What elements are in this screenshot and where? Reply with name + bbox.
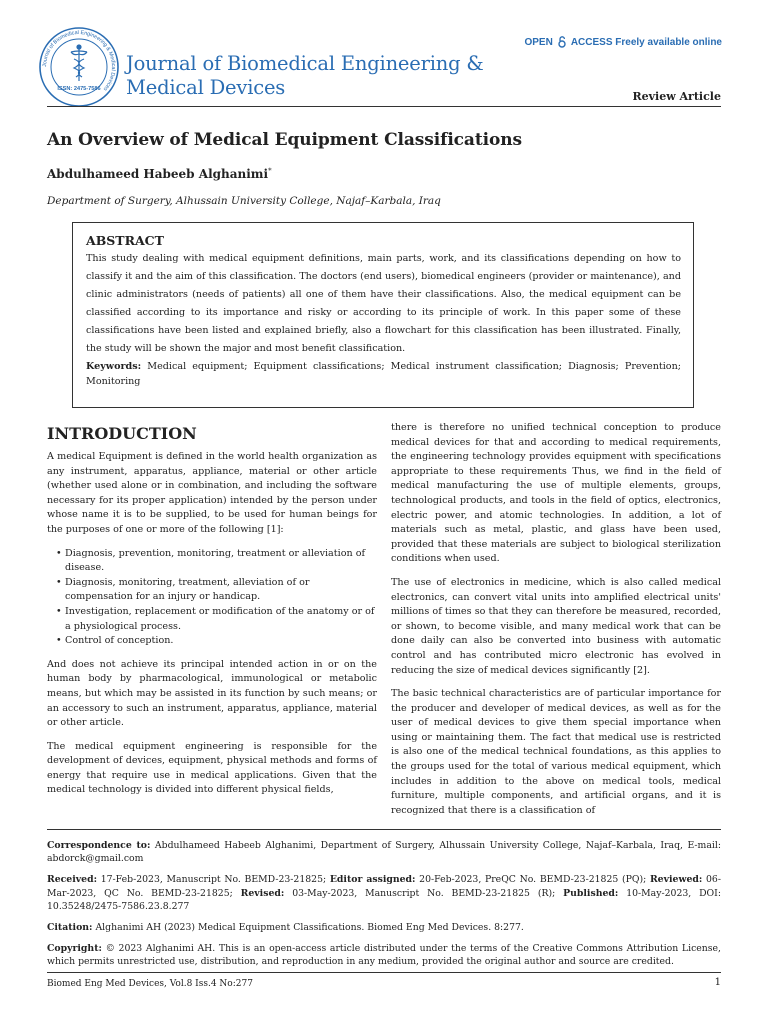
list-item: • Diagnosis, monitoring, treatment, alleviation of or compensation for an injury or handicap. — [56, 576, 377, 605]
author: Abdulhameed Habeeb Alghanimi* — [47, 167, 272, 181]
paragraph: The basic technical characteristics are of particular importance for the producer and developer of medical devices, as well as for the user of medical devices to give them special importance when using or maintaining them. The fact that medical use is restricted is also one of the medical technical foundations, as this applies to the groups used for the total of various medical equipment, which includes in addition to the above on medical tools, medical furniture, multiple components, and artificial organs, and it is recognized that there is a classification of — [391, 688, 721, 816]
list-item: • Diagnosis, prevention, monitoring, treatment or alleviation of disease. — [56, 547, 377, 576]
column-right — [391, 421, 721, 827]
correspondence: Correspondence to: Abdulhameed Habeeb Alghanimi, Department of Surgery, Alhussain University College, Najaf–Karbala, Iraq, E-mail: abdorck@gmail.com — [47, 840, 721, 865]
abstract-box — [72, 222, 694, 408]
paragraph: A medical Equipment is defined in the world health organization as any instrument, apparatus, appliance, material or other article (whether used alone or in combination, and including the software necessary for its proper application) intended by the person under whose name it is to be supplied, to be used for human beings for the purposes of one or more of the following [1]: — [47, 451, 377, 535]
svg-text:Journal of Biomedical Engineer: Journal of Biomedical Engineering & Medical Devices — [41, 29, 117, 92]
open-access-label: OPEN — [524, 36, 553, 48]
page-footer: Biomed Eng Med Devices, Vol.8 Iss.4 No:277 — [47, 979, 253, 989]
article-info — [47, 839, 721, 977]
purpose-list — [47, 547, 377, 649]
paragraph: there is therefore no unified technical conception to produce medical devices for that and according to medical requirements, the engineering technology provides equipment with specifications appropriate to these requirements Thus, we find in the field of medical manufacturing the use of multiple elements, groups, technological products, and tools in the field of optics, electronics, electric power, and atomic technologies. In addition, a lot of materials such as metal, plastic, and glass have been used, provided that these materials are subject to biological sterilization conditions when used. — [391, 422, 721, 565]
affiliation: Department of Surgery, Alhussain University College, Najaf–Karbala, Iraq — [47, 195, 441, 207]
page-number: 1 — [714, 977, 721, 988]
column-left — [47, 422, 377, 807]
keywords-text: Medical equipment; Equipment classifications; Medical instrument classification; Diagnosis; Prevention; Monitoring — [86, 361, 681, 387]
journal-title: Journal of Biomedical Engineering & Medical Devices — [126, 52, 484, 99]
open-access-text: ACCESS Freely available online — [570, 36, 722, 48]
page-footer-rule — [47, 972, 721, 973]
paragraph: The medical equipment engineering is responsible for the development of devices, equipment, physical methods and forms of energy that require use in medical applications. Given that the medical technology is divided into different physical fields, — [47, 740, 377, 796]
list-item: • Investigation, replacement or modification of the anatomy or of a physiological process. — [56, 605, 377, 634]
keywords — [86, 359, 681, 389]
author-mark: * — [268, 167, 272, 175]
paragraph: The use of electronics in medicine, which is also called medical electronics, can convert vital units into amplified electrical units' millions of times so that they can therefore be measured, recorded, or shown, to become visible, and many medical work that can be done daily can also be converted into business with automatic control and has contributed micro electronic has evolved in reducing the size of medical devices significantly [2]. — [391, 576, 721, 676]
list-item: • Control of conception. — [56, 634, 377, 649]
abstract-text: This study dealing with medical equipment definitions, main parts, work, and its classifications depending on how to classify it and the aim of this classification. The doctors (end users), biomedical engineers (provider or maintenance), and clinic administrators (needs of patients) all one of them have their classifications. Also, the medical equipment can be classified according to its importance and risky or according to its principle of work. In this paper some of these classifications have been listed and explained briefly, also a flowchart for this classification has been illustrated. Finally, the study will be shown the major and most benefit classification. — [86, 253, 681, 354]
keywords-label: Keywords: — [86, 361, 142, 372]
header-rule — [47, 106, 721, 107]
medical-caduceus-icon — [71, 45, 87, 81]
article-title: An Overview of Medical Equipment Classifications — [47, 130, 522, 150]
introduction-heading: INTRODUCTION — [47, 424, 197, 443]
journal-header — [0, 0, 768, 110]
logo-issn: ISSN: 2475-7586 — [57, 86, 101, 92]
citation: Citation: Alghanimi AH (2023) Medical Equipment Classifications. Biomed Eng Med Devices. 8:277. — [47, 922, 524, 934]
copyright: Copyright: © 2023 Alghanimi AH. This is an open-access article distributed under the terms of the Creative Commons Attribution License, which permits unrestricted use, distribution, and reproduction in any medium, provided the original author and source are credited. — [47, 943, 721, 968]
abstract-heading: ABSTRACT — [86, 233, 164, 248]
open-access-badge — [524, 36, 722, 48]
dates: Received: 17-Feb-2023, Manuscript No. BEMD-23-21825; Editor assigned: 20-Feb-2023, PreQC No. BEMD-23-21825 (PQ); Reviewed: 06-Mar-2023, QC No. BEMD-23-21825; Revised: 03-May-2023, Manuscript No. BEMD-23-21825 (R); Published: 10-May-2023, DOI: 10.35248/2475-7586.23.8.277 — [47, 874, 721, 912]
article-type: Review Article — [632, 90, 721, 103]
footer-rule — [47, 829, 721, 830]
journal-logo — [38, 26, 120, 108]
open-lock-icon — [557, 36, 567, 48]
paragraph: And does not achieve its principal intended action in or on the human body by pharmacological, immunological or metabolic means, but which may be assisted in its function by such means; or an accessory to such an instrument, apparatus, appliance, material or other article. — [47, 658, 377, 729]
